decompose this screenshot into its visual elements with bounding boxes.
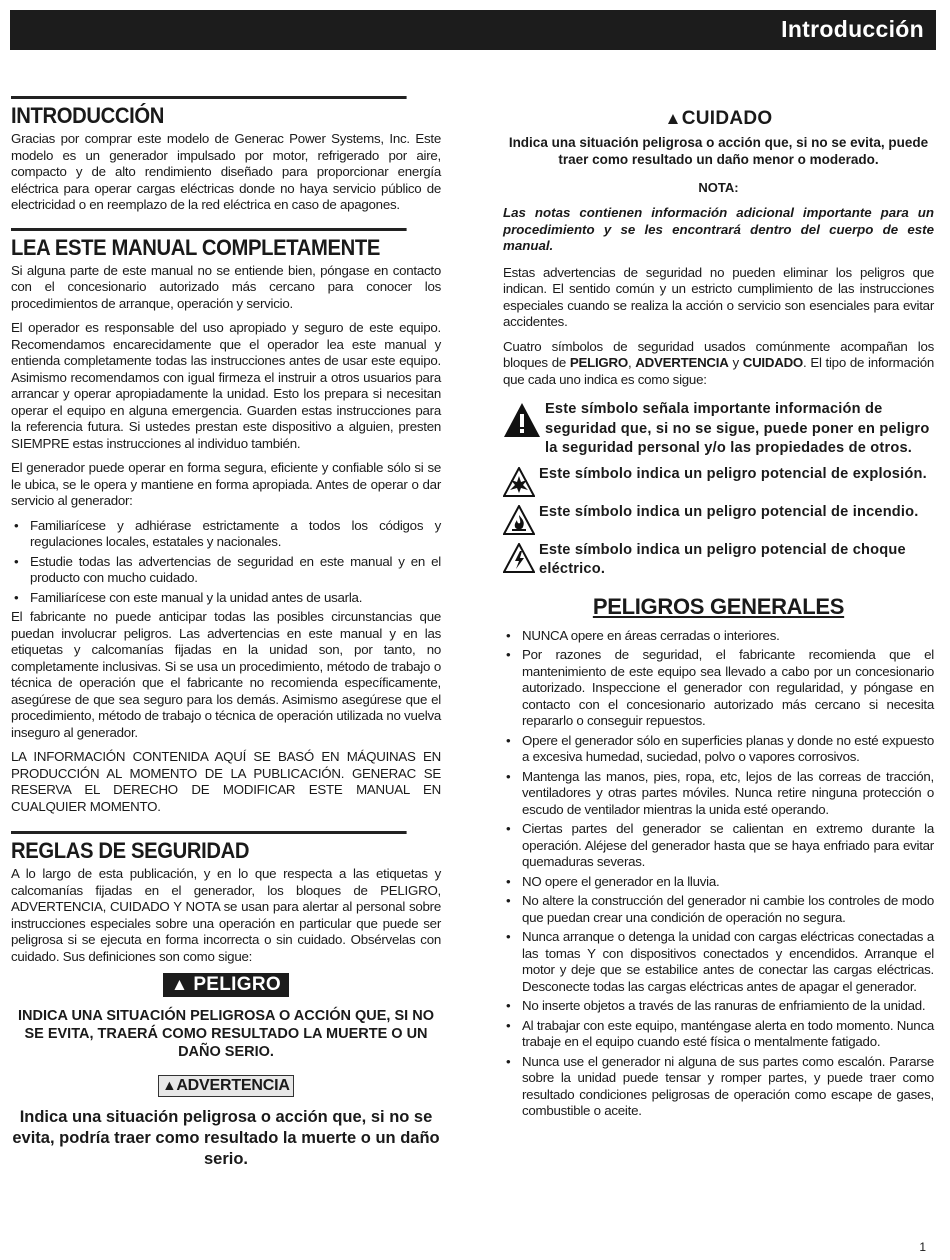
fire-icon [503, 505, 535, 535]
symbol-text: Este símbolo indica un peligro potencial de explosión. [539, 465, 927, 482]
safety-rules-heading: REGLAS DE SEGURIDAD [11, 831, 407, 864]
list-item: • Por razones de seguridad, el fabricante recomienda que el mantenimiento de este equipo sea llevado a cabo por un concesionario autorizado. Inspeccione el generador con regularidad, y póngase en contacto con el concesionario autorizado más cercano si necesita repararlo o conseguir repuestos. [503, 647, 934, 730]
read-manual-p1: Si alguna parte de este manual no se entiende bien, póngase en contacto con el concesionario autorizado más cercano para conocer los procedimientos de arranque, operación y servicio. [11, 262, 441, 311]
warning-label: ADVERTENCIA [176, 1077, 290, 1094]
read-manual-heading: LEA ESTE MANUAL COMPLETAMENTE [11, 228, 407, 261]
header-bar [10, 10, 936, 50]
warning-exclamation-icon [503, 402, 541, 438]
warnings-paragraph: Estas advertencias de seguridad no pueden eliminar los peligros que indican. El sentido común y un estricto cumplimiento de las instrucciones especiales cuando se realiza la acción o servicio son esenciales para evitar accidentes. [503, 264, 934, 329]
danger-badge-wrap [11, 973, 441, 997]
warning-badge [158, 1075, 293, 1097]
symbol-row-explosion [503, 465, 934, 497]
symbol-text: Este símbolo señala importante información de seguridad que, si no se sigue, puede poner en peligro la seguridad personal y/o las propiedades de otros. [545, 401, 930, 456]
danger-badge [163, 973, 289, 997]
list-item: • Estudie todas las advertencias de seguridad en este manual y en el producto con mucho cuidado. [11, 554, 441, 587]
note-label: NOTA: [698, 180, 739, 195]
symbol-row-shock [503, 541, 934, 580]
warning-badge-wrap [11, 1075, 441, 1097]
warning-definition: Indica una situación peligrosa o acción que, si no se evita, podría traer como resultado la muerte o un daño serio. [12, 1108, 440, 1168]
explosion-icon [503, 467, 535, 497]
list-item: • Al trabajar con este equipo, manténgase alerta en todo momento. Nunca trabaje en el equipo cuando esté física o mentalmente fatigado. [503, 1018, 934, 1051]
list-item: • NO opere el generador en la lluvia. [503, 874, 934, 891]
list-item: • Opere el generador sólo en superficies planas y donde no esté expuesto a excesiva humedad, suciedad, polvo o vapores corrosivos. [503, 733, 934, 766]
general-hazards-list [503, 628, 934, 1120]
list-item: • Ciertas partes del generador se calientan en extremo durante la operación. Aléjese del generador hasta que se haya enfriado para evitar quemaduras severas. [503, 821, 934, 871]
symbol-row-fire [503, 503, 934, 535]
symbol-text: Este símbolo indica un peligro potencial de incendio. [539, 503, 919, 520]
general-hazards-heading: PELIGROS GENERALES [592, 593, 845, 619]
safety-rules-text: A lo largo de esta publicación, y en lo que respecta a las etiquetas y calcomanías fijadas en el generador, los bloques de PELIGRO, ADVERTENCIA, CUIDADO Y NOTA se usan para alertar al personal sobre instrucciones especiales sobre una operación en particular que puede ser peligrosa si se ejecuta en forma incorrecta o sin cuidado. Obsérvelas con cuidado. Sus definiciones son como sigue: [11, 866, 441, 964]
caution-badge [665, 108, 773, 130]
caution-label: CUIDADO [681, 108, 773, 129]
note-text: Las notas contienen información adicional importante para un procedimiento y se les encontrará dentro del cuerpo de este manual. [503, 205, 934, 253]
intro-text: Gracias por comprar este modelo de Generac Power Systems, Inc. Este modelo es un generador impulsado por motor, refrigerado por aire, compacto y de alto rendimiento diseñado para proporcionar energía eléctrica para operar cargas eléctricas donde no haya servicio público de electricidad o en reemplazo de la red eléctrica en caso de apagones. [11, 131, 441, 212]
page-number: 1 [919, 1240, 926, 1254]
list-item: • Nunca arranque o detenga la unidad con cargas eléctricas conectadas a las tomas Y con dispositivos conectados y encendidos. Arranque el motor y deje que se estabilice antes de conectar las cargas eléctricas. Desconecte todas las cargas eléctricas antes de apagar el generador. [503, 929, 934, 995]
list-item: • No inserte objetos a través de las ranuras de enfriamiento de la unidad. [503, 998, 934, 1015]
list-item: • No altere la construcción del generador ni cambie los controles de modo que puedan crear una condición de operación no segura. [503, 893, 934, 926]
intro-heading: INTRODUCCIÓN [11, 96, 407, 129]
read-manual-p5: LA INFORMACIÓN CONTENIDA AQUÍ SE BASÓ EN MÁQUINAS EN PRODUCCIÓN AL MOMENTO DE LA PUBLICACIÓN. GENERAC SE RESERVA EL DERECHO DE MODIFICAR ESTE MANUAL EN CUALQUIER MOMENTO. [11, 749, 441, 814]
read-manual-p3: El generador puede operar en forma segura, eficiente y confiable sólo si se le ubica, se le opera y mantiene en forma apropiada. Antes de operar o dar servicio al generador: [11, 460, 441, 508]
danger-label: PELIGRO [193, 974, 281, 995]
electric-shock-icon [503, 543, 535, 573]
list-item: • Familiarícese con este manual y la unidad antes de usarla. [11, 590, 441, 607]
warning-triangle-icon: ▲ [162, 1078, 177, 1094]
page-title: Introducción [781, 16, 924, 42]
list-item: • Familiarícese y adhiérase estrictamente a todos los códigos y regulaciones locales, estatales y nacionales. [11, 518, 441, 551]
list-item: • NUNCA opere en áreas cerradas o interiores. [503, 628, 934, 645]
list-item: • Mantenga las manos, pies, ropa, etc, lejos de las correas de tracción, ventiladores y otras partes móviles. Nunca retire ninguna protección o escudo de ventilador mientras la unida esté operando. [503, 769, 934, 819]
right-column [503, 108, 934, 1123]
danger-definition: INDICA UNA SITUACIÓN PELIGROSA O ACCIÓN QUE, SI NO SE EVITA, TRAERÁ COMO RESULTADO LA MUERTE O UN DAÑO SERIO. [18, 1008, 434, 1060]
symbols-intro: Cuatro símbolos de seguridad usados comúnmente acompañan los bloques de PELIGRO, ADVERTENCIA y CUIDADO. El tipo de información que cada uno indica es como sigue: [503, 338, 934, 387]
read-manual-p4: El fabricante no puede anticipar todas las posibles circunstancias que puedan involucrar peligros. Las advertencias en este manual y en las etiquetas y calcomanías fijadas en la unidad son, por tanto, no completamente inclusivas. Si se usa un procedimiento, método de trabajo o técnica de operación que el fabricante no recomienda específicamente, asegúrese de que sea seguro para los demás. Asimismo asegúrese que el procedimiento, método de trabajo o técnica de operación utilizada no vuelva inseguro al generador. [11, 609, 441, 740]
warning-triangle-icon: ▲ [664, 109, 682, 128]
read-manual-bullets [11, 518, 441, 607]
symbol-text: Este símbolo indica un peligro potencial de choque eléctrico. [539, 541, 906, 577]
caution-definition: Indica una situación peligrosa o acción que, si no se evita, puede traer como resultado un daño menor o moderado. [508, 135, 929, 167]
left-column [11, 96, 441, 1170]
caution-badge-wrap [503, 108, 934, 130]
list-item: • Nunca use el generador ni alguna de sus partes como escalón. Pararse sobre la unidad puede tensar y romper partes, y puede traer como resultado condiciones peligrosas de operación como escape de gases, combustible o aceite. [503, 1054, 934, 1120]
symbol-row-warning [503, 400, 934, 459]
warning-triangle-icon: ▲ [171, 975, 194, 994]
read-manual-p2: El operador es responsable del uso apropiado y seguro de este equipo. Recomendamos encarecidamente que el operador lea este manual y entienda completamente todas las instrucciones antes de usar este equipo. Asimismo recomendamos con igual firmeza el instruir a otros usuarios para arrancar y operar apropiadamente la unidad. Esto los prepara si necesitan operar el equipo en alguna emergencia. Guarden estas instrucciones para la referencia futura. Si ustedes prestan este dispositivo a alguien, presten SIEMPRE estas instrucciones al individuo también. [11, 320, 441, 451]
